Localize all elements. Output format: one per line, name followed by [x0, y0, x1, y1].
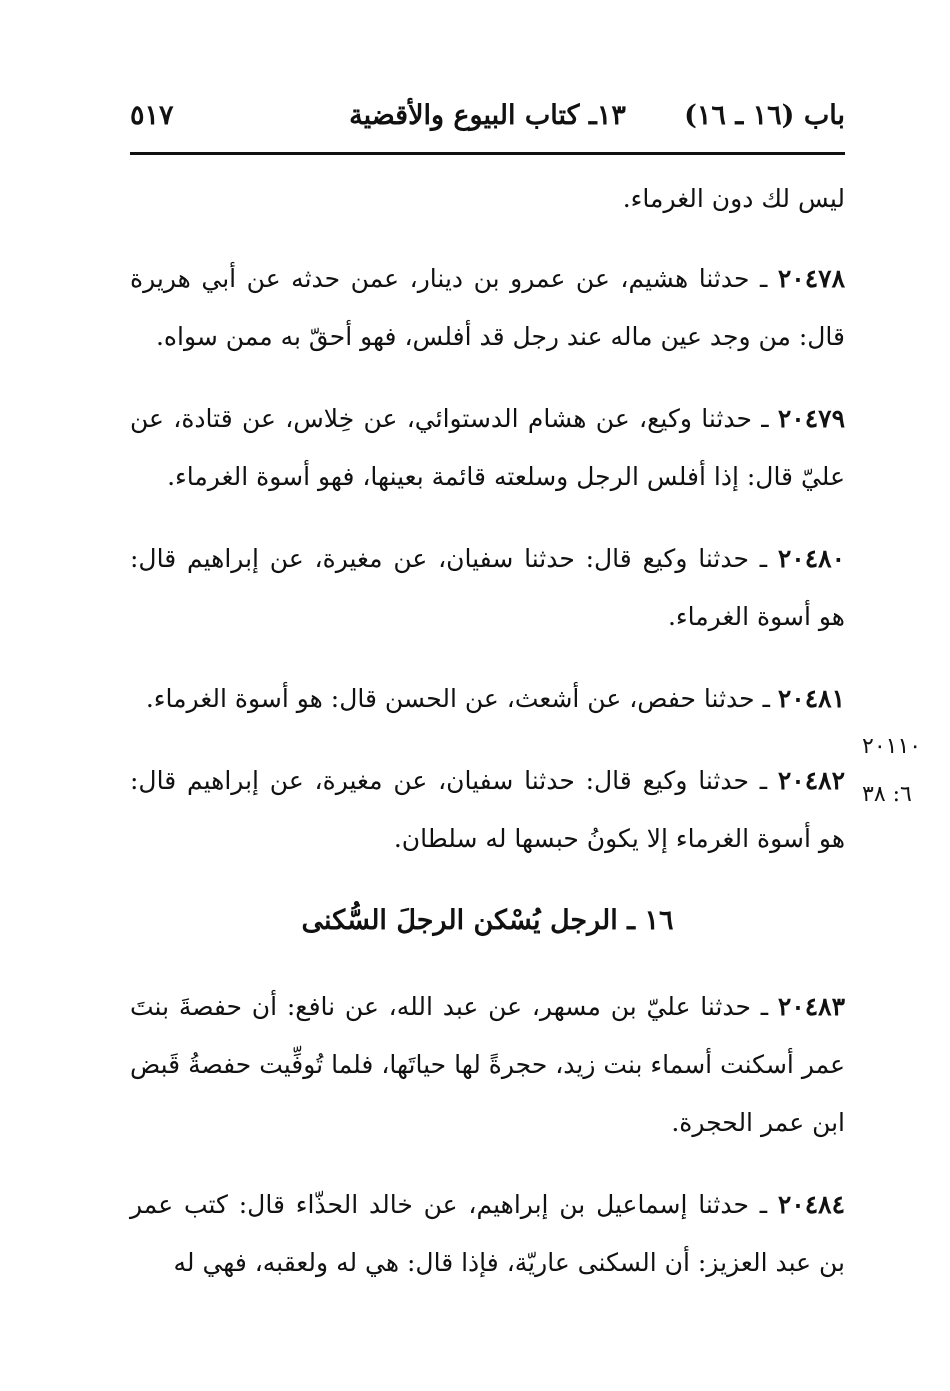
hadith-20484	[130, 1176, 845, 1292]
hadith-number: ٢٠٤٧٨	[777, 264, 845, 293]
paragraph-continuation	[130, 170, 845, 228]
hadith-20482	[130, 752, 845, 868]
section-heading: ١٦ ـ الرجل يُسْكن الرجلَ السُّكنى	[301, 905, 674, 936]
hadith-text: ـ حدثنا وكيع، عن هشام الدستوائي، عن خِلاس، عن قتادة، عن عليّ قال: إذا أفلس الرجل وسلعته قائمة بعينها، فهو أسوة الغرماء.	[130, 404, 845, 491]
hadith-text: ـ حدثنا هشيم، عن عمرو بن دينار، عمن حدثه عن أبي هريرة قال: من وجد عين ماله عند رجل قد أفلس، فهو أحقّ به ممن سواه.	[130, 264, 845, 351]
page-body	[130, 170, 845, 1316]
hadith-text: ـ حدثنا إسماعيل بن إبراهيم، عن خالد الحذّاء قال: كتب عمر بن عبد العزيز: أن السكنى عاريّة، فإذا قال: هي له ولعقبه، فهي له	[130, 1190, 845, 1277]
page-number: ٥١٧	[130, 100, 174, 131]
hadith-text: ـ حدثنا وكيع قال: حدثنا سفيان، عن مغيرة، عن إبراهيم قال: هو أسوة الغرماء.	[130, 544, 845, 631]
page-header	[130, 92, 845, 155]
hadith-20479	[130, 390, 845, 506]
paragraph-text: ليس لك دون الغرماء.	[622, 184, 845, 213]
hadith-number: ٢٠٤٨٠	[777, 544, 845, 573]
hadith-20480	[130, 530, 845, 646]
hadith-number: ٢٠٤٨٤	[777, 1190, 845, 1219]
margin-reference-2: ٦: ٣٨	[862, 782, 912, 807]
book-title: ١٣ـ كتاب البيوع والأقضية	[349, 100, 626, 131]
hadith-20478	[130, 250, 845, 366]
hadith-text: ـ حدثنا حفص، عن أشعث، عن الحسن قال: هو أسوة الغرماء.	[145, 684, 778, 713]
hadith-number: ٢٠٤٨١	[777, 684, 845, 713]
hadith-number: ٢٠٤٨٢	[777, 766, 845, 795]
chapter-label: باب (١٦ ـ ١٦)	[684, 100, 845, 131]
hadith-20483	[130, 978, 845, 1152]
hadith-number: ٢٠٤٨٣	[777, 992, 845, 1021]
margin-reference-1: ٢٠١١٠	[862, 734, 922, 759]
hadith-text: ـ حدثنا وكيع قال: حدثنا سفيان، عن مغيرة، عن إبراهيم قال: هو أسوة الغرماء إلا يكونُ حبسها له سلطان.	[130, 766, 845, 853]
hadith-number: ٢٠٤٧٩	[777, 404, 845, 433]
hadith-text: ـ حدثنا عليّ بن مسهر، عن عبد الله، عن نافع: أن حفصةَ بنتَ عمر أسكنت أسماء بنت زيد، حجرةً لها حياتَها، فلما تُوفِّيت حفصةُ قَبض ابن عمر الحجرة.	[130, 992, 845, 1137]
hadith-20481	[130, 670, 845, 728]
